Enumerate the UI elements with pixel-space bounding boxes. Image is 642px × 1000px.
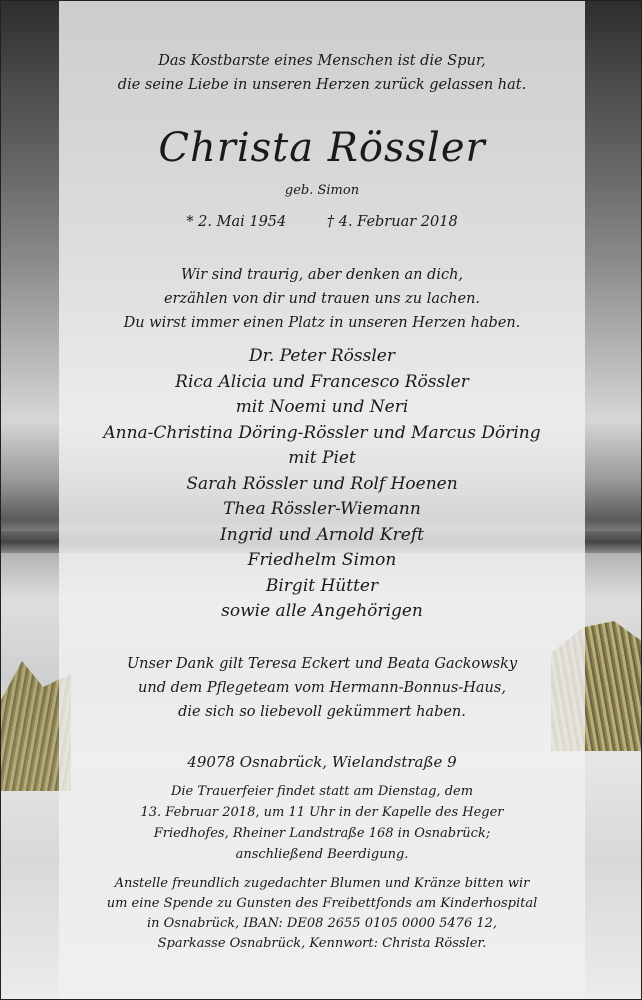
death-date: † 4. Februar 2018 xyxy=(326,214,458,230)
mourner: Anna-Christina Döring-Rössler und Marcus Döring xyxy=(103,422,541,443)
mourner: mit Piet xyxy=(288,448,356,468)
family-address: 49078 Osnabrück, Wielandstraße 9 xyxy=(187,753,457,771)
verse xyxy=(59,263,585,335)
motto-line: die seine Liebe in unseren Herzen zurück gelassen hat. xyxy=(117,77,527,93)
thanks-line: und dem Pflegeteam vom Hermann-Bonnus-Haus, xyxy=(138,680,506,696)
mourner: Dr. Peter Rössler xyxy=(249,346,395,366)
verse-line: erzählen von dir und trauen uns zu lachen. xyxy=(163,291,481,307)
donation-info xyxy=(59,874,585,954)
motto-line: Das Kostbarste eines Menschen ist die Spur, xyxy=(158,53,486,69)
mourner: Rica Alicia und Francesco Rössler xyxy=(175,371,469,392)
thanks-line: Unser Dank gilt Teresa Eckert und Beata Gackowsky xyxy=(126,656,518,672)
motto xyxy=(59,49,585,97)
mourner: sowie alle Angehörigen xyxy=(221,601,423,621)
donation-line: Anstelle freundlich zugedachter Blumen und Kränze bitten wir xyxy=(114,876,530,891)
funeral-line: Die Trauerfeier findet statt am Dienstag, dem xyxy=(170,784,474,799)
funeral-line: anschließend Beerdigung. xyxy=(235,847,409,862)
life-dates xyxy=(59,211,585,233)
donation-line: um eine Spende zu Gunsten des Freibettfonds am Kinderhospital xyxy=(106,896,538,911)
mourners-list xyxy=(59,344,585,625)
funeral-line: 13. Februar 2018, um 11 Uhr in der Kapelle des Heger xyxy=(140,805,504,820)
funeral-line: Friedhofes, Rheiner Landstraße 168 in Osnabrück; xyxy=(153,826,491,841)
mourner: mit Noemi und Neri xyxy=(235,397,409,417)
mourner: Thea Rössler-Wiemann xyxy=(223,499,421,519)
verse-line: Du wirst immer einen Platz in unseren Herzen haben. xyxy=(123,315,521,331)
mourner: Ingrid und Arnold Kreft xyxy=(220,524,424,545)
mourner: Sarah Rössler und Rolf Hoenen xyxy=(186,473,458,494)
thanks-line: die sich so liebevoll gekümmert haben. xyxy=(178,704,466,720)
notice-content xyxy=(59,1,585,999)
verse-line: Wir sind traurig, aber denken an dich, xyxy=(180,267,464,283)
birth-date: * 2. Mai 1954 xyxy=(186,214,287,230)
mourner: Friedhelm Simon xyxy=(247,550,397,570)
mourner: Birgit Hütter xyxy=(265,575,379,596)
maiden-name: geb. Simon xyxy=(284,183,360,198)
funeral-info xyxy=(59,781,585,865)
donation-line: in Osnabrück, IBAN: DE08 2655 0105 0000 5476 12, xyxy=(146,916,498,931)
thanks xyxy=(59,652,585,724)
deceased-name: Christa Rössler xyxy=(158,125,486,171)
donation-line: Sparkasse Osnabrück, Kennwort: Christa Rössler. xyxy=(157,936,487,951)
